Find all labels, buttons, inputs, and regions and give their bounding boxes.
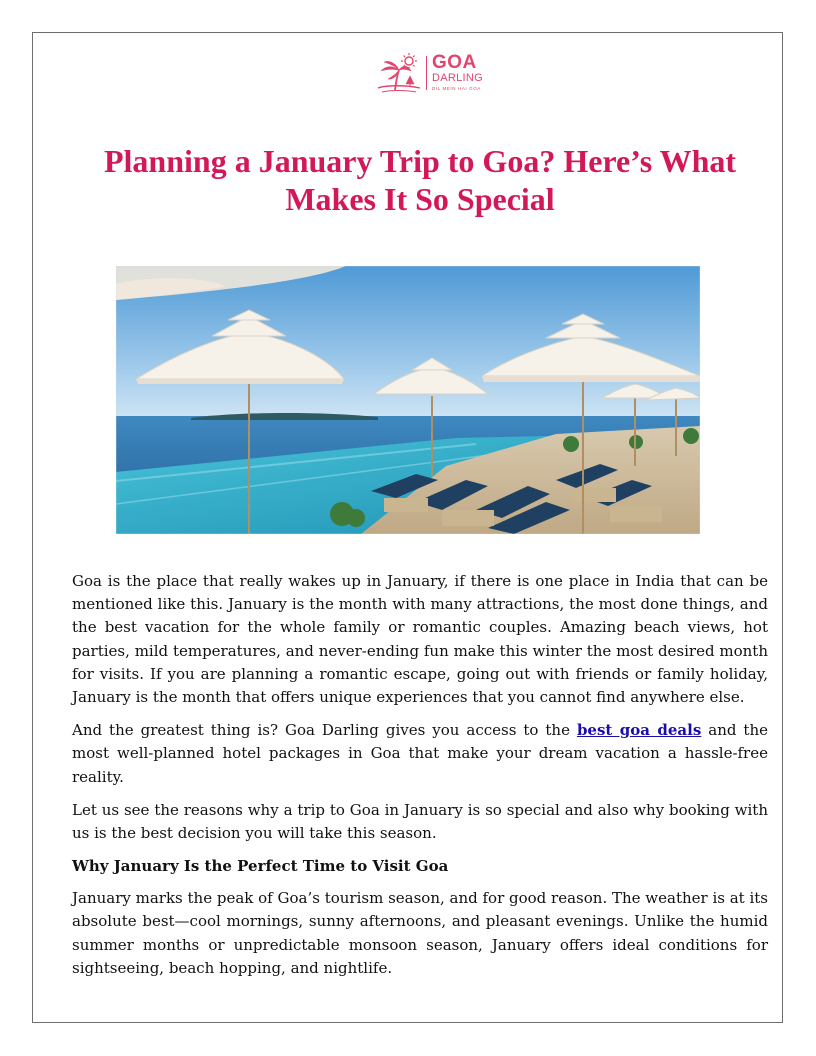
hero-image: [116, 266, 700, 534]
deals-paragraph-before: And the greatest thing is? Goa Darling gives you access to the: [72, 721, 577, 740]
rooftop-infinity-pool-umbrellas-photo: [116, 266, 700, 534]
logo-divider: [426, 56, 427, 90]
intro-paragraph: Goa is the place that really wakes up in January, if there is one place in India that can be mentioned like this. January is the month with many attractions, the most done things, and the best vacation for the whole family or romantic couples. Amazing beach views, hot parties, mild temperatures, and never-ending fun make this winter the most desired month for visits. If you are planning a romantic escape, going out with friends or family holiday, January is the month that offers unique experiences that you cannot find anywhere else.: [72, 572, 768, 707]
goa-darling-logo[interactable]: [376, 52, 488, 94]
logo-name-line2: DARLING: [432, 72, 483, 84]
article-body: [72, 570, 768, 990]
logo-name-line1: GOA: [432, 52, 477, 73]
logo-tagline: DIL MEIN HAI GOA: [432, 86, 481, 91]
article-title: Planning a January Trip to Goa? Here’s What Makes It So Special: [103, 143, 737, 217]
deals-paragraph: [72, 719, 768, 789]
deals-paragraph-after: and the most well-planned hotel packages in Goa that make your dream vacation a hassle-free reality.: [72, 721, 768, 786]
reasons-paragraph: Let us see the reasons why a trip to Goa in January is so special and also why booking with us is the best decision you will take this season.: [72, 800, 768, 843]
section-heading-why-january: Why January Is the Perfect Time to Visit Goa: [72, 857, 449, 876]
best-goa-deals-link[interactable]: best goa deals: [576, 721, 702, 740]
palm-tree-beach-icon: [376, 52, 422, 94]
peak-season-paragraph: January marks the peak of Goa’s tourism season, and for good reason. The weather is at its absolute best—cool mornings, sunny afternoons, and pleasant evenings. Unlike the humid summer months or unpredictable monsoon season, January offers ideal conditions for sightseeing, beach hopping, and nightlife.: [72, 889, 768, 977]
